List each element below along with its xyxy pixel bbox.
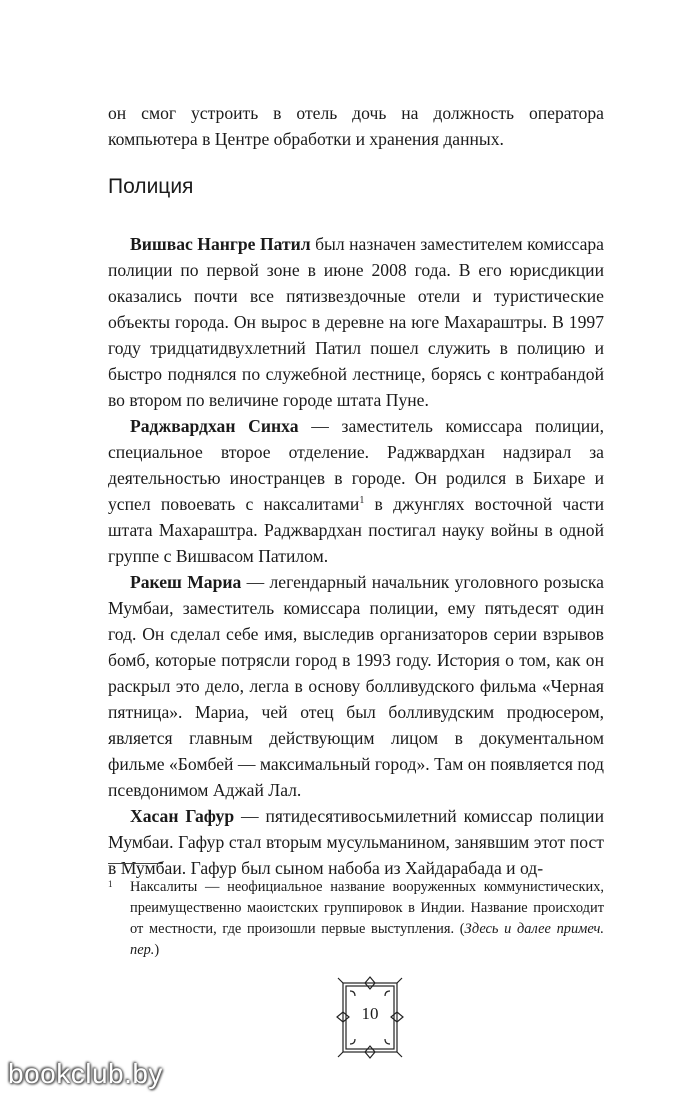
footnote-mark: 1: [108, 879, 113, 889]
paragraph-text: — заместитель комиссара полиции, специальное второе отделение. Раджвардхан надзирал за деятельностью иностранцев в городе. Он родился в Бихаре и успел повоевать с наксалитами: [108, 416, 604, 514]
page-number: 10: [361, 1004, 379, 1023]
top-text-block: [108, 100, 604, 152]
paragraph-patil: [108, 231, 604, 413]
footnote-italic: Здесь и далее примеч. пер.: [130, 921, 604, 958]
person-name: Раджвардхан Синха: [130, 416, 299, 436]
top-paragraph: он смог устроить в отель дочь на должность оператора компьютера в Центре обработки и хранения данных.: [108, 103, 604, 149]
footnote: [108, 877, 604, 961]
main-text-block: [108, 231, 604, 881]
footnote-ref[interactable]: 1: [359, 495, 365, 507]
section-heading: Полиция: [108, 175, 194, 198]
paragraph-maria: [108, 569, 604, 803]
person-name: Вишвас Нангре Патил: [130, 234, 311, 254]
paragraph-text: — легендарный начальник уголовного розыска Мумбаи, заместитель комиссара полиции, ему пятьдесят один год. Он сделал себе имя, выследив организаторов серии взрывов бомб, которые потрясли город в 1993 году. История о том, как он раскрыл это дело, легла в основу болливудского фильма «Черная пятница». Мариа, чей отец был болливудским продюсером, является главным действующим лицом в документальном фильме «Бомбей — максимальный город». Там он появляется под псевдонимом Аджай Лал.: [108, 572, 604, 800]
paragraph-gafur: [108, 803, 604, 881]
footnote-text: Наксалиты — неофициальное название вооруженных коммунистических, преимущественно маоистских группировок в Индии. Название происходит от местности, где произошли первые выступления. (Здесь и далее примеч. пер.): [130, 879, 604, 958]
watermark: bookclub.by: [8, 1058, 163, 1089]
person-name: Ракеш Мариа: [130, 572, 242, 592]
paragraph-text: — пятидесятивосьмилетний комиссар полиции Мумбаи. Гафур стал вторым мусульманином, занявшим этот пост в Мумбаи. Гафур был сыном набоба из Хайдарабада и од-: [108, 806, 604, 878]
person-name: Хасан Гафур: [130, 806, 235, 826]
paragraph-text: был назначен заместителем комиссара полиции по первой зоне в июне 2008 года. В его юрисдикции оказались почти все пятизвездочные отели и туристические объекты города. Он вырос в деревне на юге Махараштры. В 1997 году тридцатидвухлетний Патил пошел служить в полицию и быстро поднялся по служебной лестнице, борясь с контрабандой во втором по величине городе штата Пуне.: [108, 234, 604, 410]
paragraph-text: в джунглях восточной части штата Махараштра. Раджвардхан постигал науку войны в одной группе с Вишвасом Патилом.: [108, 494, 604, 566]
footnote-divider: [108, 863, 163, 864]
paragraph-sinha: [108, 413, 604, 569]
